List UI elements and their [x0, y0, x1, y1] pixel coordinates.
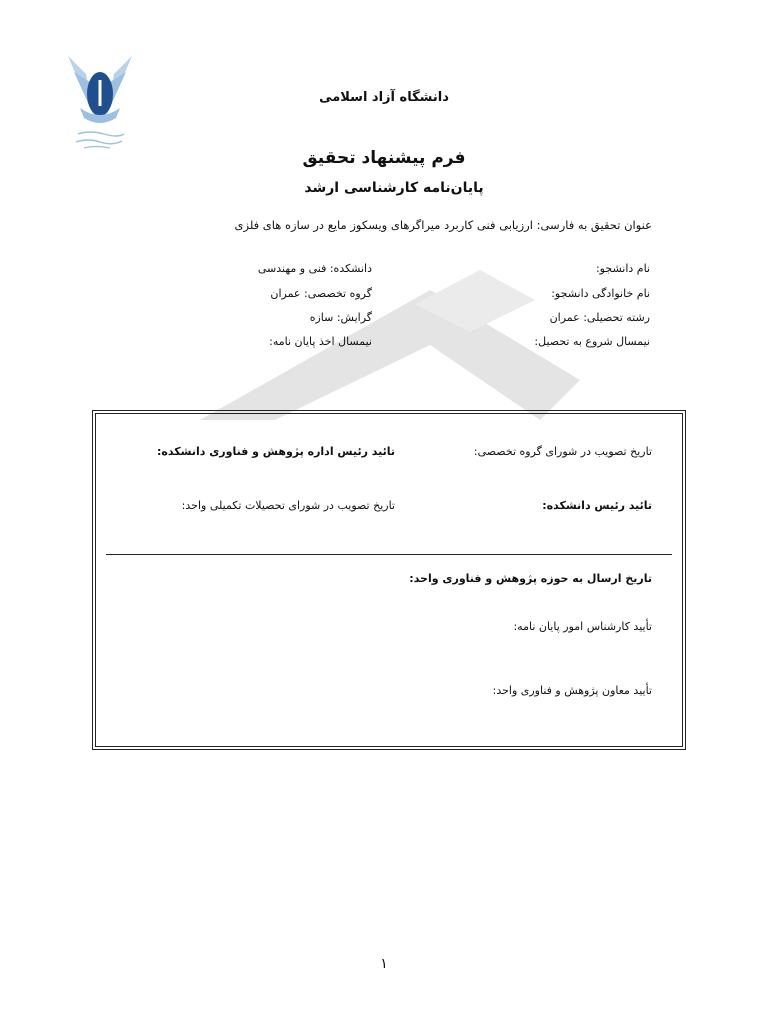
- specialization-value: سازه: [309, 311, 334, 324]
- start-semester-label: نیمسال شروع به تحصیل:: [534, 335, 650, 348]
- page-number: ۱: [380, 956, 388, 972]
- major-field: [550, 311, 650, 324]
- research-title-value: ارزیابی فنی کاربرد میراگرهای ویسکوز مایع در سازه های فلزی: [234, 218, 533, 232]
- graduate-council-date: تاریخ تصویب در شورای تحصیلات تکمیلی واحد:: [181, 499, 395, 512]
- research-title-label: عنوان تحقیق به فارسی:: [536, 218, 652, 232]
- student-name-label: نام دانشجو:: [595, 262, 650, 275]
- form-title: فرم پیشنهاد تحقیق: [302, 148, 466, 168]
- department-value: عمران: [270, 287, 301, 300]
- group-council-date: تاریخ تصویب در شورای گروه تخصصی:: [473, 445, 652, 458]
- form-subtitle: پایان‌نامه کارشناسی ارشد: [304, 180, 484, 196]
- dean-approval: تائید رئیس دانشکده:: [542, 499, 652, 512]
- department-label: گروه تخصصی:: [304, 287, 372, 300]
- specialization-label: گرایش:: [336, 311, 372, 324]
- start-semester-field: [534, 335, 650, 348]
- faculty-label: دانشکده:: [329, 262, 372, 275]
- research-deputy-approval: تأیید معاون پژوهش و فناوری واحد:: [492, 684, 652, 697]
- student-family-field: [551, 287, 650, 300]
- major-value: عمران: [549, 311, 580, 324]
- university-name: دانشگاه آزاد اسلامی: [319, 90, 449, 105]
- student-name-field: [596, 262, 650, 275]
- faculty-field: [258, 262, 372, 275]
- department-field: [270, 287, 372, 300]
- thesis-semester-label: نیمسال اخذ پایان نامه:: [269, 335, 372, 348]
- specialization-field: [310, 311, 372, 324]
- research-head-approval: تائید رئیس اداره پژوهش و فناوری دانشکده:: [156, 445, 395, 458]
- thesis-semester-field: [269, 335, 372, 348]
- research-title-row: [234, 218, 652, 232]
- sent-to-research-date: تاریخ ارسال به حوزه پژوهش و فناوری واحد:: [409, 572, 652, 585]
- faculty-value: فنی و مهندسی: [257, 262, 327, 275]
- thesis-expert-approval: تأیید کارشناس امور پایان نامه:: [513, 620, 652, 633]
- approval-divider: [106, 554, 672, 555]
- student-family-label: نام خانوادگی دانشجو:: [551, 287, 650, 300]
- major-label: رشته تحصیلی:: [583, 311, 650, 324]
